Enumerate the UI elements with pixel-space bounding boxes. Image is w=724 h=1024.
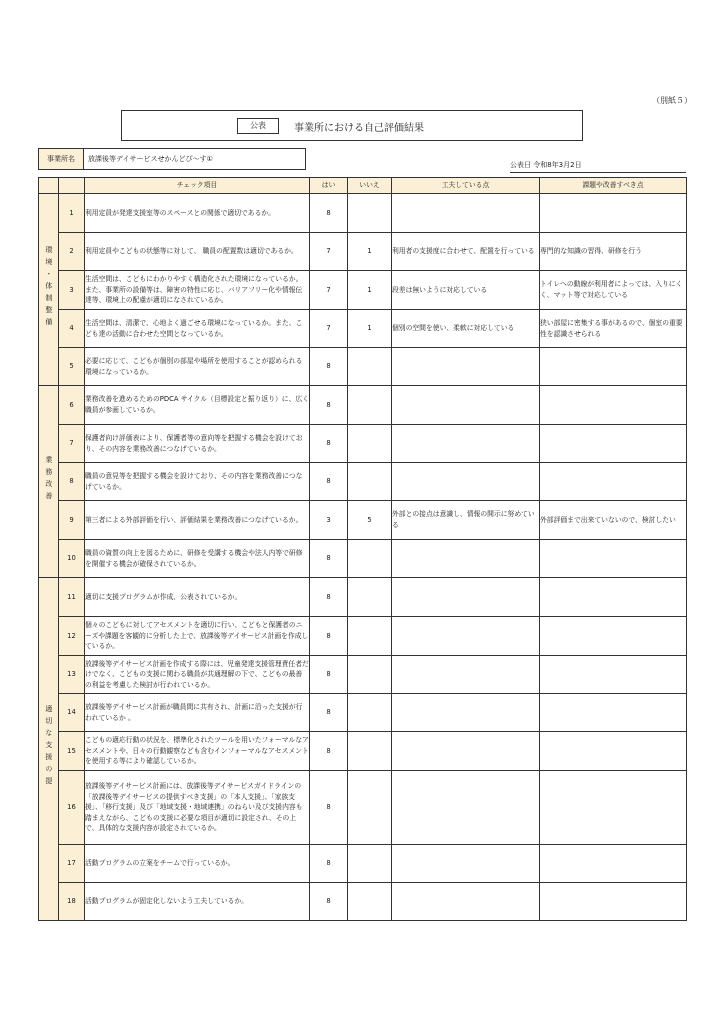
issue-text: 外部評価まで出来ていないので、検討したい <box>540 501 687 540</box>
issue-text <box>540 348 687 386</box>
issue-text <box>540 578 687 617</box>
evaluation-table <box>38 177 687 921</box>
effort-text <box>392 617 540 656</box>
row-number: 18 <box>59 883 85 921</box>
yes-count: 8 <box>310 656 348 694</box>
table-row <box>39 425 687 463</box>
yes-count: 8 <box>310 883 348 921</box>
check-item-text: 適切に支援プログラムが作成、公表されているか。 <box>85 578 310 617</box>
row-number: 3 <box>59 271 85 310</box>
row-number: 1 <box>59 194 85 233</box>
table-row <box>39 463 687 501</box>
no-count <box>348 386 392 425</box>
yes-count: 7 <box>310 310 348 348</box>
effort-text <box>392 578 540 617</box>
effort-text <box>392 771 540 845</box>
yes-count: 8 <box>310 386 348 425</box>
page-title: 事業所における自己評価結果 <box>294 123 424 134</box>
header-issue: 課題や改善すべき点 <box>540 178 687 194</box>
category-cell <box>39 578 59 921</box>
issue-text <box>540 386 687 425</box>
effort-text <box>392 463 540 501</box>
publication-date: 公表日 令和8年3月2日 <box>510 160 686 173</box>
yes-count: 8 <box>310 425 348 463</box>
table-row <box>39 694 687 732</box>
issue-text: トイレへの動線が利用者によっては、入りにくく、マット等で対応している <box>540 271 687 310</box>
office-box <box>38 148 306 170</box>
row-number: 9 <box>59 501 85 540</box>
effort-text <box>392 425 540 463</box>
yes-count: 8 <box>310 617 348 656</box>
no-count: 1 <box>348 271 392 310</box>
header-yes: はい <box>310 178 348 194</box>
effort-text <box>392 656 540 694</box>
issue-text <box>540 771 687 845</box>
issue-text <box>540 425 687 463</box>
row-number: 8 <box>59 463 85 501</box>
yes-count: 8 <box>310 732 348 771</box>
row-number: 7 <box>59 425 85 463</box>
issue-text: 狭い部屋に密集する事があるので、個室の重要性を認識させられる <box>540 310 687 348</box>
table-row <box>39 771 687 845</box>
check-item-text: 利用定員やこどもの状態等に対して、 職員の配置数は適切であるか。 <box>85 233 310 271</box>
issue-text: 専門的な知識の習得、研修を行う <box>540 233 687 271</box>
check-item-text: 個々のこどもに対してアセスメントを適切に行い、こどもと保護者のニーズや課題を客観的に分析した上で、放課後等デイサービス計画を作成しているか。 <box>85 617 310 656</box>
yes-count: 8 <box>310 540 348 578</box>
no-count <box>348 463 392 501</box>
yes-count: 8 <box>310 194 348 233</box>
table-row <box>39 233 687 271</box>
row-number: 6 <box>59 386 85 425</box>
yes-count: 8 <box>310 463 348 501</box>
yes-count: 8 <box>310 771 348 845</box>
row-number: 13 <box>59 656 85 694</box>
check-item-text: 保護者向け評価表により、保護者等の意向等を把握する機会を設けており、その内容を業務改善につなげているか。 <box>85 425 310 463</box>
issue-text <box>540 883 687 921</box>
title-box <box>121 110 583 141</box>
no-count <box>348 425 392 463</box>
office-name: 放課後等デイサービスせかんどぴ～す① <box>88 155 213 163</box>
check-item-text: 生活空間は、清潔で、心地よく過ごせる環境になっているか。また、こども達の活動に合わせた空間となっているか。 <box>85 310 310 348</box>
row-number: 16 <box>59 771 85 845</box>
check-item-text: 利用定員が発達支援室等のスペースとの関係で適切であるか。 <box>85 194 310 233</box>
header-effort: 工夫している点 <box>392 178 540 194</box>
table-row <box>39 310 687 348</box>
check-item-text: 放課後等デイサービス計画には、放課後等デイサービスガイドラインの「放課後等デイサービスの提供すべき支援」の「本人支援」、「家族支援」、「移行支援」及び「地域支援・地域連携」のねらい及び支援内容も踏まえながら、こどもの支援に必要な項目が適切に設定され、その上で、具体的な支援内容が設定されているか。 <box>85 771 310 845</box>
table-row <box>39 501 687 540</box>
table-row <box>39 617 687 656</box>
effort-text <box>392 883 540 921</box>
no-count: 1 <box>348 310 392 348</box>
table-row <box>39 845 687 883</box>
yes-count: 8 <box>310 694 348 732</box>
check-item-text: 必要に応じて、こどもが個別の部屋や場所を使用することが認められる環境になっているか。 <box>85 348 310 386</box>
yes-count: 8 <box>310 348 348 386</box>
annex-label: （別紙５） <box>652 96 692 105</box>
no-count <box>348 845 392 883</box>
office-label: 事業所名 <box>39 149 84 169</box>
category-label: 適切な支援の提 <box>44 705 53 790</box>
no-count <box>348 694 392 732</box>
no-count <box>348 578 392 617</box>
yes-count: 7 <box>310 233 348 271</box>
yes-count: 8 <box>310 578 348 617</box>
check-item-text: 第三者による外部評価を行い、評価結果を業務改善につなげているか。 <box>85 501 310 540</box>
effort-text <box>392 694 540 732</box>
row-number: 12 <box>59 617 85 656</box>
issue-text <box>540 540 687 578</box>
check-item-text: 生活空間は、こどもにわかりやすく構造化された環境になっているか。また、事業所の設備等は、障害の特性に応じ、バリアフリー化や情報伝達等、環境上の配慮が適切になされているか。 <box>85 271 310 310</box>
row-number: 10 <box>59 540 85 578</box>
row-number: 4 <box>59 310 85 348</box>
no-count <box>348 732 392 771</box>
table-row <box>39 271 687 310</box>
issue-text <box>540 845 687 883</box>
effort-text <box>392 348 540 386</box>
check-item-text: こどもの適応行動の状況を、標準化されたツールを用いたフォーマルなアセスメントや、日々の行動観察なども含むインフォーマルなアセスメントを使用する等により確認しているか。 <box>85 732 310 771</box>
no-count <box>348 348 392 386</box>
check-item-text: 放課後等デイサービス計画を作成する際には、児童発達支援管理責任者だけでなく、こどもの支援に関わる職員が共通理解の下で、こどもの最善の利益を考慮した検討が行われているか。 <box>85 656 310 694</box>
check-item-text: 業務改善を進めるためのPDCA サイクル（目標設定と振り返り）に、広く職員が参画しているか。 <box>85 386 310 425</box>
issue-text <box>540 732 687 771</box>
table-row <box>39 386 687 425</box>
check-item-text: 職員の意見等を把握する機会を設けており、その内容を業務改善につなげているか。 <box>85 463 310 501</box>
table-row <box>39 656 687 694</box>
table-row <box>39 348 687 386</box>
no-count <box>348 194 392 233</box>
effort-text: 利用者の支援度に合わせて、配置を行っている <box>392 233 540 271</box>
issue-text <box>540 694 687 732</box>
issue-text <box>540 617 687 656</box>
issue-text <box>540 194 687 233</box>
effort-text <box>392 845 540 883</box>
category-label: 環境・体制整備 <box>44 245 53 330</box>
row-number: 17 <box>59 845 85 883</box>
yes-count: 3 <box>310 501 348 540</box>
no-count <box>348 617 392 656</box>
check-item-text: 放課後等デイサービス計画が職員間に共有され、計画に沿った支援が行われているか 。 <box>85 694 310 732</box>
effort-text: 外部との接点は意識し、情報の開示に努めている <box>392 501 540 540</box>
category-cell <box>39 194 59 386</box>
effort-text <box>392 732 540 771</box>
category-cell <box>39 386 59 578</box>
no-count: 5 <box>348 501 392 540</box>
effort-text: 段差は無いように対応している <box>392 271 540 310</box>
yes-count: 8 <box>310 845 348 883</box>
public-tag: 公表 <box>237 118 279 134</box>
row-number: 5 <box>59 348 85 386</box>
effort-text <box>392 386 540 425</box>
check-item-text: 職員の資質の向上を図るために、研修を受講する機会や法人内等で研修を開催する機会が確保されているか。 <box>85 540 310 578</box>
no-count <box>348 883 392 921</box>
header-check-item: チェック項目 <box>85 178 310 194</box>
row-number: 11 <box>59 578 85 617</box>
table-row <box>39 540 687 578</box>
row-number: 15 <box>59 732 85 771</box>
no-count <box>348 540 392 578</box>
header-blank-cat <box>39 178 59 194</box>
issue-text <box>540 463 687 501</box>
check-item-text: 活動プログラムが固定化しないよう工夫しているか。 <box>85 883 310 921</box>
table-body <box>39 194 687 921</box>
effort-text <box>392 540 540 578</box>
effort-text <box>392 194 540 233</box>
effort-text: 個別の空間を使い、柔軟に対応している <box>392 310 540 348</box>
row-number: 14 <box>59 694 85 732</box>
check-item-text: 活動プログラムの立案をチームで行っているか。 <box>85 845 310 883</box>
category-label: 業務改善 <box>44 455 53 504</box>
header-no: いいえ <box>348 178 392 194</box>
issue-text <box>540 656 687 694</box>
yes-count: 7 <box>310 271 348 310</box>
no-count: 1 <box>348 233 392 271</box>
table-row <box>39 732 687 771</box>
header-blank-num <box>59 178 85 194</box>
table-row <box>39 883 687 921</box>
table-row <box>39 578 687 617</box>
no-count <box>348 771 392 845</box>
no-count <box>348 656 392 694</box>
table-row <box>39 194 687 233</box>
table-header-row <box>39 178 687 194</box>
row-number: 2 <box>59 233 85 271</box>
